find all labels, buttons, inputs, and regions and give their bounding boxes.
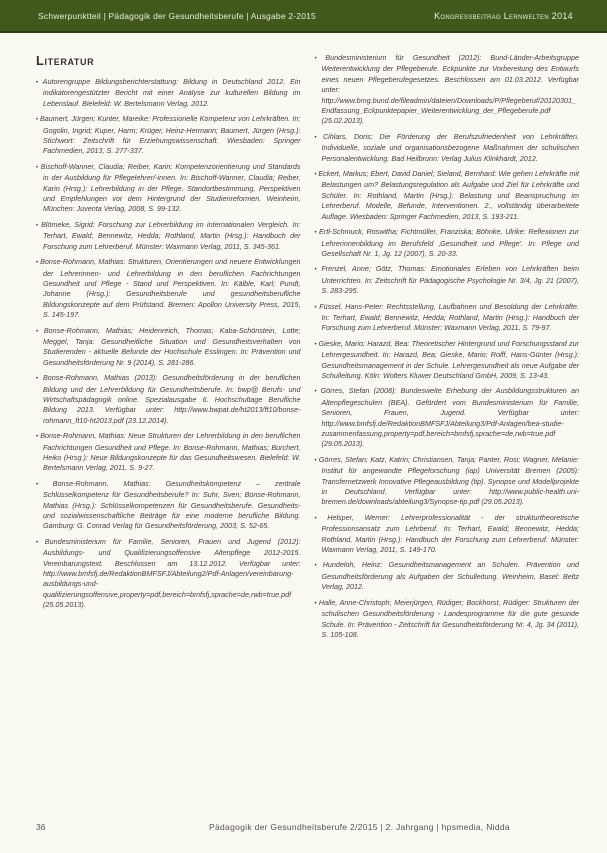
- reference-entry: • Bischoff-Wanner, Claudia; Reiber, Karin: Kompetenzorientierung und Standards in der Ausbildung für Pflegelehrer/-innen. In: Bischoff-Wanner, Claudia; Reiber, Karin (Hrsg.): Lehrerbildung in der Pflege. Standortbestimmung, Perspektiven und Empfehlungen vor dem Hintergrund der Studienreformen. Weinheim, München: Juventa Verlag, 2008, S. 99-132.: [36, 162, 301, 215]
- page-number: 36: [36, 822, 46, 832]
- reference-entry: • Bonse-Rohmann, Mathias (2013): Gesundheitsförderung in der beruflichen Bildung und der Lehrerbildung für Gesundheitsberufe. In: bwp@ Berufs- und Wirtschaftspädagogik online. Spezialausgabe 6. Hochschultage Berufliche Bildung 2013. Verfügbar unter: http://www.bwpat.de/ht2013/ft10/bonse-rohmann_ft10-ht2013.pdf (23.12.2014).: [36, 373, 301, 426]
- reference-entry: • Bonse-Rohmann, Mathias: Gesundheitskompetenz – zentrale Schlüsselkompetenz für Gesundheitsberufe? In: Suhr, Sven; Bonse-Rohmann, Mathias (Hrsg.): Schlüsselkompetenzen für Gesundheitsberufe. Gesundheits- und sozialwissenschaftliche Beiträge für eine moderne berufliche Bildung. Gamburg: G. Conrad Verlag für Gesundheitsförderung, 2003, S. 52-65.: [36, 479, 301, 532]
- page-footer: [0, 822, 607, 832]
- literature-section: [0, 33, 607, 783]
- reference-entry: • Füssel, Hans-Peter: Rechtsstellung, Laufbahnen und Besoldung der Lehrkräfte. In: Terhart, Ewald; Bennewitz, Hedda; Rothland, Martin (Hrsg.): Handbuch der Forschung zum Lehrerberuf. Münster: Waxmann Verlag, 2011, S. 79-97.: [315, 302, 580, 334]
- reference-entry: • Gieske, Mario; Harazd, Bea: Theoretischer Hintergrund und Forschungsstand zur Lehrergesundheit. In: Harazd, Bea; Gieske, Mario; Rolff, Hans-Günter (Hrsg.): Gesundheitsmanagement in der Schule. Lehrergesundheit als neue Aufgabe der Schulleitung. Köln: Wolters Kluwer Deutschland GmbH, 2009, S. 13-43.: [315, 339, 580, 382]
- reference-entry: • Frenzel, Anne; Götz, Thomas: Emotionales Erleben von Lehrkräften beim Unterrichten. In: Zeitschrift für Pädagogische Psychologie Nr. 3/4, Jg. 21 (2007), S. 283-295.: [315, 264, 580, 296]
- section-title: Literatur: [36, 53, 95, 68]
- header-left-text: Schwerpunktteil | Pädagogik der Gesundheitsberufe | Ausgabe 2-2015: [38, 10, 316, 21]
- reference-entry: • Görres, Stefan; Katz, Katrin; Christiansen, Tanja; Panter, Rosi; Wagner, Melanie: Institut für angewandte Pflegeforschung (iap) Universität Bremen (2005): Transfernetzwerk Innovative Pflegeausbildung (tip). Synopse und Modellprojekte in Deutschland. Verfügbar unter: http://www.public-health.uni-bremen.de/downloads/abteilung3/Synopse-tip.pdf (29.05.2013).: [315, 455, 580, 508]
- left-column: [36, 53, 301, 783]
- reference-entry: • Blömeke, Sigrid: Forschung zur Lehrerbildung im internationalen Vergleich. In: Terhart, Ewald; Bennewitz, Hedda; Rothland, Martin (Hrsg.): Handbuch der Forschung zum Lehrerberuf. Münster: Waxmann Verlag, 2011, S. 345-361.: [36, 220, 301, 252]
- header-bar: [0, 0, 607, 33]
- reference-entry: • Bundesministerium für Familie, Senioren, Frauen und Jugend (2012): Ausbildungs- und Qualifizierungsoffensive Altenpflege 2012-2015. Vereinbarungstext. Beschlossen am 13.12.2012. Verfügbar unter: http://www.bmfsfj.de/RedaktionBMFSFJ/Abteilung2/Pdf-Anlagen/vereinbarung-ausbildungs-und-qualifizierungsoffensive,property=pdf,bereich=bmfsfj,sprache=de,rwb=true.pdf (25.05.2013).: [36, 537, 301, 611]
- reference-entry: • Halle, Anne-Christoph; Meierjürgen, Rüdiger; Bockhorst, Rüdiger: Strukturen der schulischen Gesundheitsförderung - Landesprogramme für die gute gesunde Schule. In: Prävention - Zeitschrift für Gesundheitsförderung Nr. 4, Jg. 34 (2011), S. 105-108.: [315, 598, 580, 641]
- reference-entry: • Bonse-Rohmann, Mathias: Strukturen, Orientierungen und neuere Entwicklungen der Lehrerinnen- und Lehrerbildung in den beruflichen Fachrichtungen Gesundheit und Pflege - Stand und Perspektiven. In: Kälble, Karl; Pundt, Johanne (Hrsg.): Gesundheitsberufe und gesundheitsberufliche Bildungskonzepte auf dem Prüfstand. Bremen: Apollon University Press, 2015, S. 145-197.: [36, 257, 301, 320]
- reference-entry: • Ertl-Schmuck, Roswitha; Fichtmüller, Franziska; Böhnke, Ulrike: Reflexionen zur Lehrerinnenbildung im Berufsfeld ‚Gesundheit und Pflege'. In: Pflege und Gesellschaft Nr. 1, Jg. 12 (2007), S. 20-33.: [315, 227, 580, 259]
- reference-entry: • Bonse-Rohmann, Mathias; Heidenreich, Thomas; Kaba-Schönstein, Lotte; Meggel, Tanja: Gesundheitliche Situation und Gesundheitsverhalten von Studierenden - aktuelle Befunde der Hochschule Esslingen. In: Prävention und Gesundheitsförderung Nr. 9 (2014), S. 281-286.: [36, 326, 301, 369]
- reference-entry: • Görres, Stefan (2008): Bundesweite Erhebung der Ausbildungsstrukturen an Altenpflegeschulen (BEA). Gefördert vom Bundesministerium für Familie, Senioren, Frauen, Jugend. Verfügbar unter: http://www.bmfsfj.de/RedaktionBMFSFJ/Abteilung3/Pdf-Anlagen/bea-studie-zusammenfassung,property=pdf,bereich=bmfsfj,sprache=de,rwb=true.pdf (29.05.2013).: [315, 386, 580, 449]
- reference-entry: • Eckert, Markus; Ebert, David Daniel; Sieland, Bernhard: Wie gehen Lehrkräfte mit Belastungen um? Belastungsregulation als Aufgabe und Ziel für Lehrkräfte und Schüler. In: Rothland, Martin (Hrsg.): Belastung und Beanspruchung im Lehrerberuf. Modelle, Befunde, Interventionen. 2., vollständig überarbeitete Auflage. Wiesbaden: Springer Fachmedien, 2013, S. 193-211.: [315, 169, 580, 222]
- reference-entry: • Autorengruppe Bildungsberichterstattung: Bildung in Deutschland 2012. Ein indikatorengestützter Bericht mit einer Analyse zur kulturellen Bildung im Lebenslauf. Bielefeld: W. Bertelsmann Verlag, 2012.: [36, 77, 301, 109]
- reference-entry: • Helsper, Werner: Lehrerprofessionalität - der strukturtheoretische Professionsansatz zum Lehrberuf. In: Terhart, Ewald; Bennewitz, Hedda; Rothland, Martin (Hrsg.): Handbuch der Forschung zum Lehrerberuf. Münster: Waxmann Verlag, 2011, S. 149-170.: [315, 513, 580, 556]
- reference-entry: • Hundeloh, Heinz: Gesundheitsmanagement an Schulen. Prävention und Gesundheitsförderung als Aufgaben der Schulleitung. Weinheim, Basel: Beltz Verlag, 2012.: [315, 560, 580, 592]
- reference-entry: • Bonse-Rohmann, Mathias: Neue Strukturen der Lehrerbildung in den beruflichen Fachrichtungen Gesundheit und Pflege. In: Bonse-Rohmann, Mathias; Burchert, Heiko (Hrsg.): Neue Bildungskonzepte für das Gesundheitswesen. Bielefeld: W. Bertelsmann Verlag, 2011, S. 9-27.: [36, 431, 301, 474]
- header-right-text: Kongressbeitrag Lernwelten 2014: [434, 10, 573, 21]
- footer-citation: Pädagogik der Gesundheitsberufe 2/2015 | 2. Jahrgang | hpsmedia, Nidda: [209, 822, 510, 832]
- right-column: [315, 53, 580, 783]
- reference-entry: • Baumert, Jürgen; Kunter, Mareike: Professionelle Kompetenz von Lehrkräften. In: Gogolin, Ingrid; Kuper, Harm; Krüger, Heinz-Hermann; Baumert, Jürgen (Hrsg.): Stichwort: Zeitschrift für Erziehungswissenschaft. Wiesbaden: Springer Fachmedien, 2013, S. 277-337.: [36, 114, 301, 157]
- reference-entry: • Cihlars, Doris: Die Förderung der Berufszufriedenheit von Lehrkräften. Individuelle, soziale und organisationsbezogene Maßnahmen der schulischen Personalentwicklung. Bad Heilbrunn: Verlag Julius Klinkhardt, 2012.: [315, 132, 580, 164]
- reference-entry: • Bundesministerium für Gesundheit (2012): Bund-Länder-Arbeitsgruppe Weiterentwicklung der Pflegeberufe. Eckpunkte zur Vorbereitung des Entwurfs eines neuen Pflegeberufegesetzes. Beschlossen am 01.03.2012. Verfügbar unter: http://www.bmg.bund.de/fileadmin/dateien/Downloads/P/Pflegeberuf/20120301_Endfassung_Eckpunktepapier_Weiterentwicklung_der_Pflegeberufe.pdf (25.02.2013).: [315, 53, 580, 127]
